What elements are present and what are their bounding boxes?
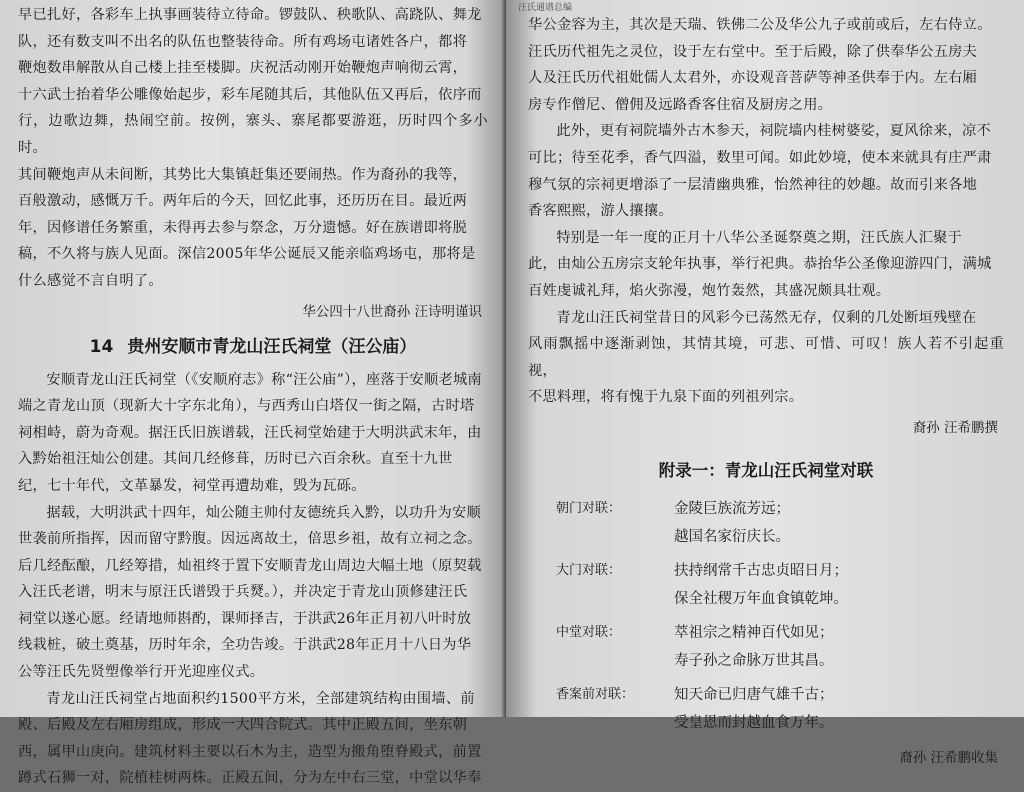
text-line: 青龙山汪氏祠堂占地面积约1500平方米，全部建筑结构由围墙、前 [46, 690, 475, 707]
text-line: 队，还有数支叫不出名的队伍也整装待命。所有鸡场屯诸姓各户，都将 [18, 33, 468, 50]
text-line: 此，由灿公五房宗支轮年执事，举行祀典。恭抬华公圣像迎游四门，满城 [528, 256, 992, 273]
section-number: 14 [89, 336, 114, 357]
text-line: 祠相峙，蔚为奇观。据汪氏旧族谱载，汪氏祠堂始建于大明洪武末年，由 [18, 424, 482, 441]
left-page [0, 0, 506, 787]
text-line: 鞭炮数串解散从自己楼上挂至楼脚。庆祝活动刚开始鞭炮声响彻云霄， [18, 60, 468, 77]
text-line: 祠堂以遂心愿。经请地师斟酌，课师择吉，于洪武26年正月初八叶时放 [18, 610, 472, 627]
text-line: 香客熙熙，游人攘攘。 [528, 203, 673, 220]
text-line: 年，因修谱任务繁重，未得再去参与祭念，万分遗憾。好在族谱即将脱 [18, 219, 468, 236]
text-line: 青龙山汪氏祠堂昔日的风彩今已荡然无存，仅剩的几处断垣残壁在 [556, 309, 977, 326]
couplet-altar [528, 681, 1004, 737]
text-line: 不思料理，将有愧于九泉下面的列祖列宗。 [528, 389, 804, 406]
text-line: 房专作僧尼、僧佣及远路香客住宿及厨房之用。 [528, 96, 833, 113]
paragraph-2 [18, 500, 488, 686]
text-line: 稿，不久将与族人见面。深信2005年华公诞辰又能亲临鸡场屯，那将是 [18, 246, 476, 263]
paragraph-4 [528, 305, 1004, 411]
couplet-central-hall [528, 619, 1004, 675]
text-line: 华公金容为主，其次是天瑞、铁佛二公及华公九子或前或后，左右侍立。 [528, 17, 992, 33]
paragraph-1 [18, 367, 488, 500]
couplet-gate [528, 495, 1004, 551]
text-line: 此外，更有祠院墙外古木参天，祠院墙内桂树婆娑，夏风徐来，凉不 [556, 123, 992, 140]
top-signature: 华公四十八世裔孙 汪诗明谨识 [302, 303, 482, 320]
couplet-line: 受皇恩而封越血食万年。 [674, 714, 834, 731]
text-line: 百姓虔诚礼拜，焰火弥漫，炮竹轰然，其盛况颇具壮观。 [528, 282, 891, 299]
paragraph-3 [18, 686, 488, 792]
text-line: 世袭前所指挥，因而留守黔腹。因远离故土，倍思乡祖，故有立祠之念。 [18, 531, 482, 548]
couplet-line: 扶持纲常千古忠贞昭日月； [674, 562, 848, 579]
text-line: 汪氏历代祖先之灵位，设于左右堂中。至于后殿，除了供奉华公五房夫 [528, 43, 978, 60]
text-line: 端之青龙山顶（现新大十字东北角），与西秀山白塔仅一街之隔，古时塔 [18, 398, 475, 415]
text-line: 人及汪氏历代祖妣儒人太君外，亦设观音菩萨等神圣供奉于内。左右厢 [528, 70, 978, 87]
text-line: 据载，大明洪武十四年，灿公随主帅付友德统兵入黔，以功升为安顺 [46, 504, 482, 521]
running-header: 汪氏通谱总编 [518, 3, 573, 13]
signature-author: 裔孙 汪希鹏撰 [912, 419, 998, 436]
text-line: 殿、后殿及左右厢房组成，形成一大四合院式。其中正殿五间，坐东朝 [18, 717, 468, 734]
text-line: 穆气氛的宗祠更增添了一层清幽典雅，怡然神往的妙趣。故而引来各地 [528, 176, 978, 193]
text-line: 行，边歌边舞，热闹空前。按例，寨头、寨尾都要游逛，历时四个多小时。 [18, 113, 488, 156]
text-line: 纪，七十年代，文革暴发，祠堂再遭劫难，毁为瓦砾。 [18, 477, 366, 494]
text-line: 早已扎好，各彩车上执事画装待立待命。锣鼓队、秧歌队、高跷队、舞龙 [18, 7, 482, 23]
paragraph-2 [528, 118, 1004, 224]
text-line: 百般激动，感慨万千。两年后的今天，回忆此事，还历历在目。最近两 [18, 193, 468, 210]
couplet-label: 大门对联： [556, 562, 622, 578]
couplet-label: 中堂对联： [556, 624, 622, 640]
paragraph-3 [528, 225, 1004, 305]
text-line: 蹲式石狮一对，院植桂树两株。正殿五间，分为左中右三堂，中堂以华奉 [18, 770, 482, 787]
text-line: 入汪氏老谱，明末与原汪氏谱毁于兵燹。），并决定于青龙山顶修建汪氏 [18, 584, 468, 601]
couplet-line: 萃祖宗之精神百代如见； [674, 624, 834, 641]
section-title: 贵州安顺市青龙山汪氏祠堂（汪公庙） [127, 336, 417, 357]
text-line: 什么感觉不言自明了。 [18, 272, 163, 289]
text-line: 特别是一年一度的正月十八华公圣诞祭奠之期，汪氏族人汇聚于 [556, 229, 963, 246]
text-line: 安顺青龙山汪氏祠堂（《安顺府志》称“汪公庙”），座落于安顺老城南 [46, 371, 482, 388]
couplet-line: 保全社稷万年血食镇乾坤。 [674, 590, 848, 607]
text-line: 后几经酝酿，几经筹措，灿祖终于置下安顺青龙山周边大幅土地（原契载 [18, 557, 482, 574]
appendix-title: 附录一：青龙山汪氏祠堂对联 [658, 460, 874, 480]
couplet-line: 知天命已归唐气雄千古； [674, 686, 834, 703]
text-line: 入黔始祖汪灿公创建。其间几经修葺，历时已六百余秋。直至十九世 [18, 451, 453, 468]
text-line: 十六武士抬着华公雕像始起步，彩车尾随其后，其他队伍又再后，依序而 [18, 86, 482, 103]
text-line: 公等汪氏先贤塑像举行开光迎座仪式。 [18, 664, 265, 681]
text-line: 风雨飘摇中逐渐剥蚀，其情其境，可悲、可惜、可叹！族人若不引起重视， [528, 336, 1004, 379]
couplet-line: 越国名家衍庆长。 [674, 528, 790, 545]
text-line: 线栽桩，破土奠基，历时年余，全功告竣。于洪武28年正月十八日为华 [18, 637, 472, 654]
couplet-line: 寿子孙之命脉万世其昌。 [674, 652, 834, 669]
couplet-label: 香案前对联： [556, 686, 635, 702]
text-line: 可比；待至花季，香气四溢，数里可闻。如此妙境，使本来就具有庄严肃 [528, 149, 992, 166]
signature-collector: 裔孙 汪希鹏收集 [899, 749, 998, 766]
couplet-line: 金陵巨族流芳远； [674, 500, 790, 517]
right-page [506, 0, 1024, 766]
text-line: 其间鞭炮声从未间断，其势比大集镇赶集还要闹热。作为裔孙的我等， [18, 166, 468, 183]
top-paragraph [18, 2, 488, 295]
couplet-label: 朝门对联： [556, 500, 622, 516]
paragraph-1 [528, 12, 1004, 118]
text-line: 西，属甲山庚向。建筑材料主要以石木为主，造型为搬角堕脊殿式，前置 [18, 743, 482, 760]
section-heading [18, 333, 488, 361]
couplet-main-door [528, 557, 1004, 613]
